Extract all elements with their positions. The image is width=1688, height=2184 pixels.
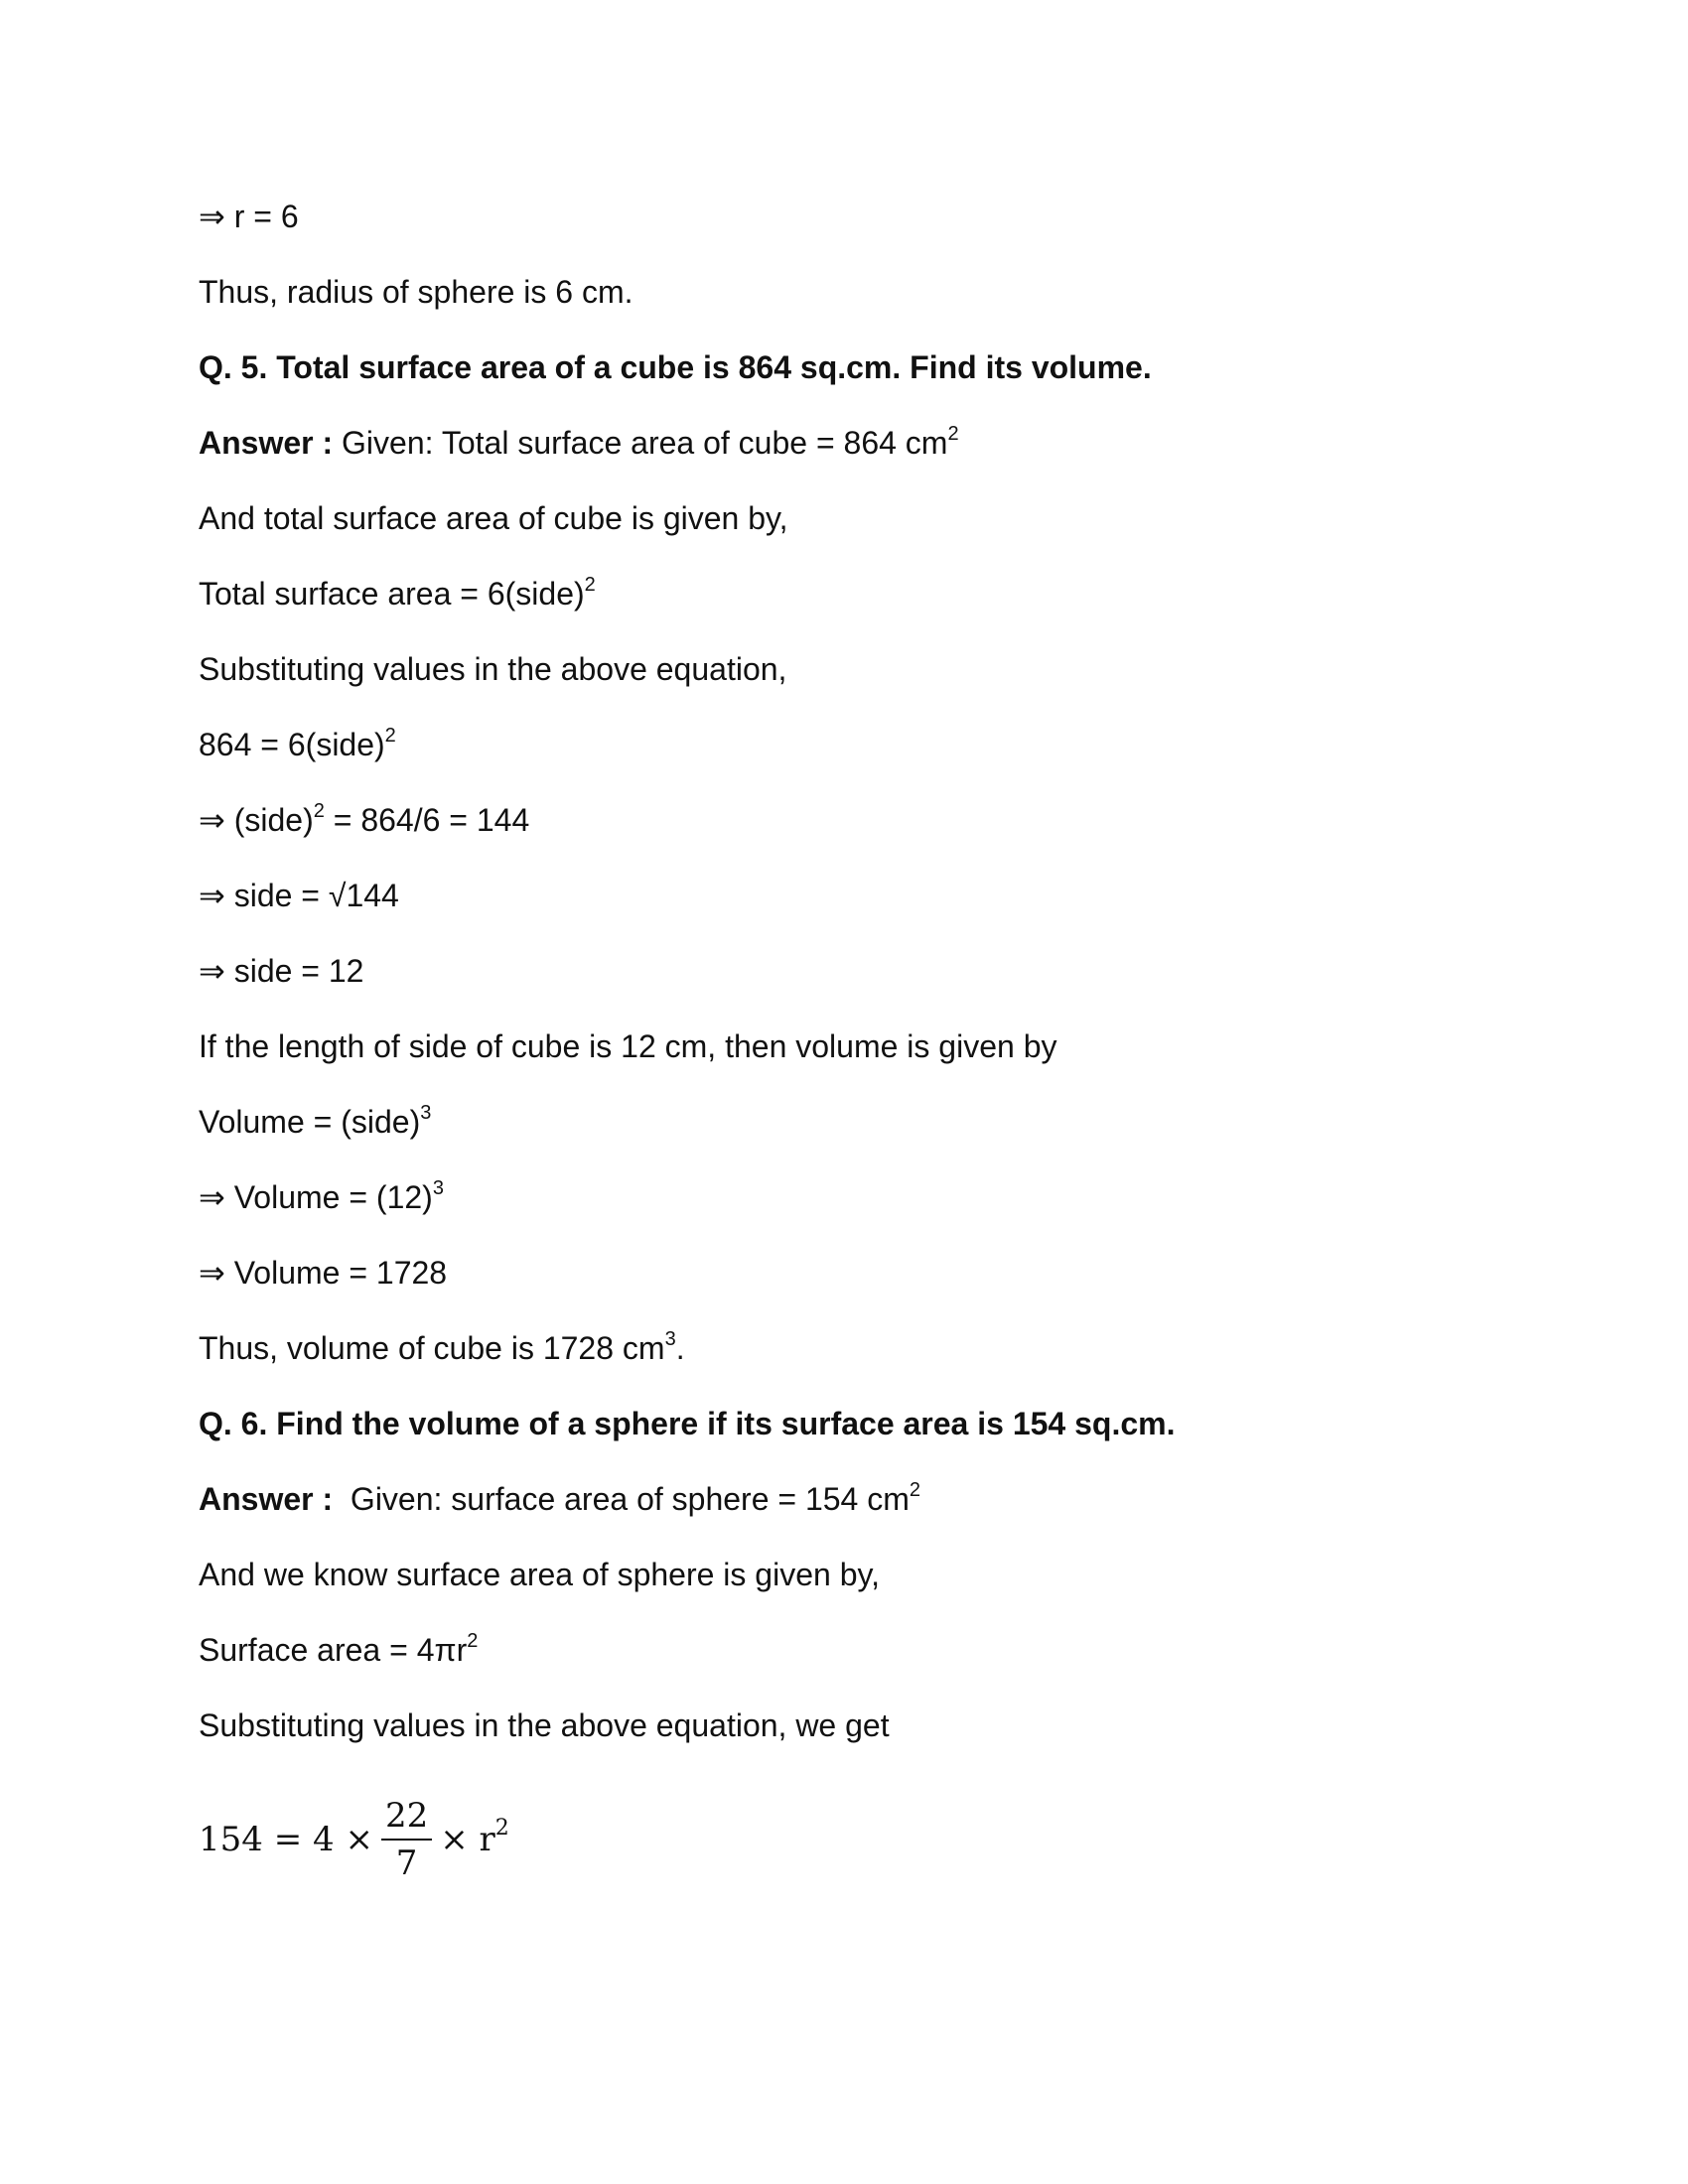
- equation-left: 154 = 4 ×: [199, 1820, 373, 1859]
- line-r-equals-6: ⇒ r = 6: [199, 199, 299, 234]
- line-side-sqrt: ⇒ side = √144: [199, 878, 399, 913]
- fraction-22-over-7: [381, 1797, 432, 1882]
- answer-label: Answer :: [199, 1481, 334, 1517]
- answer-5-given: Answer : Given: Total surface area of cube = 864 $cm^2$: [199, 423, 959, 461]
- line-volume-intro: If the length of side of cube is 12 cm, then volume is given by: [199, 1028, 1057, 1064]
- line-volume-formula: Volume = (side)$^3$: [199, 1102, 432, 1140]
- line-tsa-formula: Total surface area = 6(side)$^2$: [199, 574, 596, 612]
- line-substituting-we-get: Substituting values in the above equation, we get: [199, 1707, 890, 1743]
- answer-6-given: Answer : Given: surface area of sphere = 154 $cm^2$: [199, 1479, 921, 1517]
- line-radius-result: Thus, radius of sphere is 6 cm.: [199, 274, 633, 310]
- question-5: Q. 5. Total surface area of a cube is 864 sq.cm. Find its volume.: [199, 349, 1152, 385]
- equation-154: [199, 1797, 509, 1882]
- answer-label: Answer :: [199, 425, 334, 461]
- line-864-equation: 864 = 6(side)$^2$: [199, 725, 396, 762]
- equation-right: × $r^2$: [440, 1816, 509, 1859]
- line-substituting: Substituting values in the above equation,: [199, 651, 787, 687]
- line-volume-12-cubed: ⇒ Volume = $(12)^3$: [199, 1177, 444, 1215]
- line-sphere-sa-given-by: And we know surface area of sphere is given by,: [199, 1557, 880, 1592]
- line-volume-result: Thus, volume of cube is 1728 $cm^3$.: [199, 1328, 685, 1366]
- line-side-12: ⇒ side = 12: [199, 953, 364, 989]
- fraction-denominator: 7: [395, 1843, 418, 1883]
- question-6: Q. 6. Find the volume of a sphere if its surface area is 154 sq.cm.: [199, 1406, 1176, 1441]
- line-tsa-given-by: And total surface area of cube is given by,: [199, 500, 788, 536]
- fraction-numerator: 22: [381, 1797, 432, 1841]
- line-side-squared: ⇒ (side)$^2$ = 864/6 = 144: [199, 800, 530, 838]
- line-volume-1728: ⇒ Volume = 1728: [199, 1255, 448, 1291]
- line-sphere-sa-formula: Surface area = $4\pi r^2$: [199, 1630, 479, 1668]
